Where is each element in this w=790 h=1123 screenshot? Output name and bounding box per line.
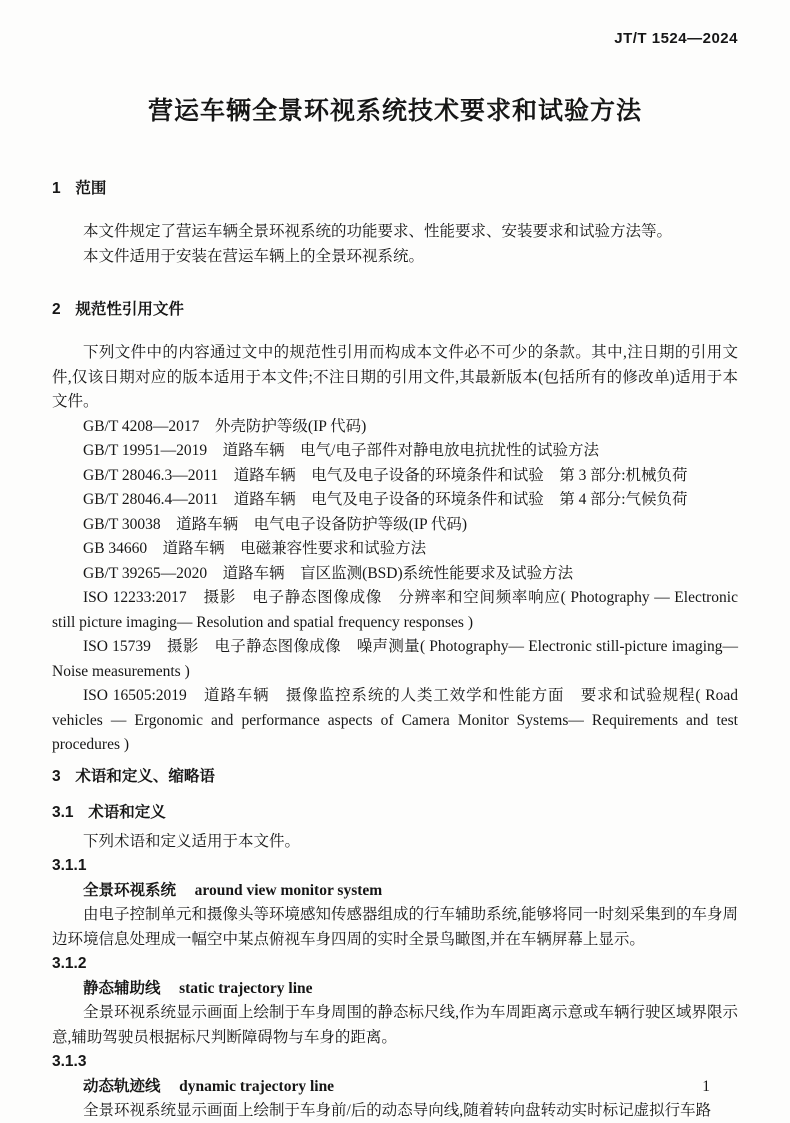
section-3-1-number: 3.1	[52, 803, 74, 821]
term-entry	[52, 1050, 738, 1123]
reference-item: ISO 12233:2017 摄影 电子静态图像成像 分辨率和空间频率响应( Photography — Electronic still picture imaging— Resolution and spatial frequency responses )	[52, 589, 738, 631]
normative-references-list	[52, 415, 738, 758]
section-1-paragraph-2: 本文件适用于安装在营运车辆上的全景环视系统。	[83, 247, 425, 265]
section-3-label: 术语和定义、缩略语	[75, 767, 215, 785]
term-chinese: 动态轨迹线	[83, 1077, 161, 1095]
section-1-heading	[52, 178, 738, 200]
reference-item: GB/T 30038 道路车辆 电气电子设备防护等级(IP 代码)	[83, 515, 468, 533]
term-english: around view monitor system	[194, 881, 383, 899]
section-1-number: 1	[52, 180, 61, 197]
term-english: dynamic trajectory line	[179, 1077, 335, 1095]
term-definition: 全景环视系统显示画面上绘制于车身周围的静态标尺线,作为车周距离示意或车辆行驶区域界限示意,辅助驾驶员根据标尺判断障碍物与车身的距离。	[52, 1004, 738, 1046]
term-chinese: 静态辅助线	[83, 979, 161, 997]
term-title	[52, 977, 738, 1002]
reference-item: ISO 16505:2019 道路车辆 摄像监控系统的人类工效学和性能方面 要求和试验规程( Road vehicles — Ergonomic and performance aspects of Camera Monitor Systems— Requirements and test procedures )	[52, 687, 738, 753]
section-3-1-label: 术语和定义	[88, 803, 166, 821]
section-3-heading	[52, 766, 738, 788]
section-3-1-heading	[52, 802, 738, 824]
reference-item: GB/T 39265—2020 道路车辆 盲区监测(BSD)系统性能要求及试验方法	[83, 564, 574, 582]
term-clause-number: 3.1.1	[52, 857, 87, 874]
reference-item: ISO 15739 摄影 电子静态图像成像 噪声测量( Photography— Electronic still-picture imaging— Noise measurements )	[52, 638, 738, 680]
section-1-paragraph-1: 本文件规定了营运车辆全景环视系统的功能要求、性能要求、安装要求和试验方法等。	[83, 223, 673, 240]
term-title	[52, 879, 738, 904]
term-title	[52, 1075, 738, 1100]
document-title: 营运车辆全景环视系统技术要求和试验方法	[147, 97, 642, 125]
section-3-1-intro: 下列术语和定义适用于本文件。	[83, 832, 301, 850]
section-2-intro: 下列文件中的内容通过文中的规范性引用而构成本文件必不可少的条款。其中,注日期的引用文件,仅该日期对应的版本适用于本文件;不注日期的引用文件,其最新版本(包括所有的修改单)适用于本文件。	[52, 344, 738, 410]
term-entry	[52, 854, 738, 952]
reference-item: GB/T 4208—2017 外壳防护等级(IP 代码)	[83, 417, 367, 435]
section-1-label: 范围	[75, 180, 107, 197]
term-entry	[52, 952, 738, 1050]
term-clause-number: 3.1.3	[52, 1053, 87, 1070]
reference-item: GB 34660 道路车辆 电磁兼容性要求和试验方法	[83, 540, 427, 557]
section-2-label: 规范性引用文件	[75, 301, 184, 318]
section-2-number: 2	[52, 301, 61, 318]
term-definition: 全景环视系统显示画面上绘制于车身前/后的动态导向线,随着转向盘转动实时标记虚拟行车路	[83, 1102, 712, 1119]
page-number: 1	[702, 1078, 710, 1095]
standard-code: JT/T 1524—2024	[614, 30, 738, 47]
section-2-heading	[52, 299, 738, 321]
reference-item: GB/T 28046.3—2011 道路车辆 电气及电子设备的环境条件和试验 第 3 部分:机械负荷	[83, 466, 688, 484]
reference-item: GB/T 28046.4—2011 道路车辆 电气及电子设备的环境条件和试验 第 4 部分:气候负荷	[83, 491, 688, 508]
term-chinese: 全景环视系统	[83, 881, 177, 899]
reference-item: GB/T 19951—2019 道路车辆 电气/电子部件对静电放电抗扰性的试验方法	[83, 442, 599, 459]
term-definition: 由电子控制单元和摄像头等环境感知传感器组成的行车辅助系统,能够将同一时刻采集到的车身周边环境信息处理成一幅空中某点俯视车身四周的实时全景鸟瞰图,并在车辆屏幕上显示。	[52, 906, 738, 948]
section-3-number: 3	[52, 767, 61, 785]
term-english: static trajectory line	[179, 979, 313, 997]
term-clause-number: 3.1.2	[52, 955, 87, 972]
